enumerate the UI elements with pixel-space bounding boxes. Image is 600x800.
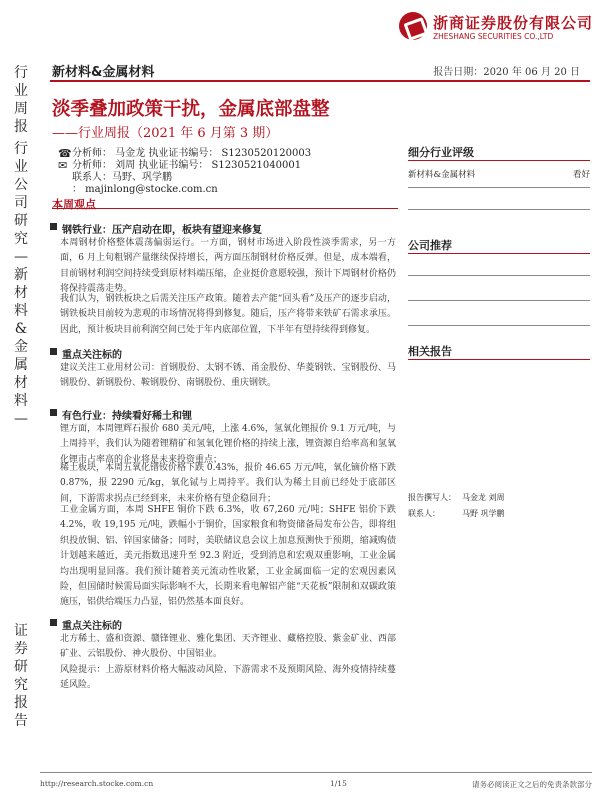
report-date: 报告日期：2020 年 06 月 20 日 [433, 67, 580, 78]
side-label-weekly: 行业周报 [14, 65, 28, 135]
analyst-line [58, 148, 398, 160]
company-logo [399, 12, 594, 48]
email-address[interactable]: ： majinlong@stocke.com.cn [72, 184, 218, 195]
divider [408, 209, 590, 210]
section-heading-nonferrous: 有色行业：持续看好稀土和锂 [62, 407, 192, 422]
recommend-heading: 公司推荐 [408, 237, 590, 254]
contact-names: 马野、巩学鹏 [112, 172, 172, 183]
focus-title: 本周观点 [52, 198, 96, 211]
phone-icon: ☎ [58, 147, 72, 160]
paragraph-lithium: 锂方面，本周锂辉石报价 680 美元/吨，上涨 4.6%，氢氧化锂报价 9.1 万元/吨，与上周持平，我们认为随着锂精矿和氢氧化锂价格的持续上涨，锂资源自给率高和氢氧化锂市占率高的企业将是未来投资重点； [60, 424, 396, 465]
rating-sector: 新材料&金属材料 [408, 170, 476, 180]
bullet-square-icon [50, 409, 57, 416]
rating-heading: 细分行业评级 [408, 144, 590, 161]
contact-line [58, 172, 398, 184]
divider [408, 300, 590, 301]
report-title: 淡季叠加政策干扰，金属底部盘整 [52, 99, 330, 120]
section-heading-nonferrous-picks: 重点关注标的 [62, 617, 122, 632]
footer-url[interactable]: http://research.stocke.com.cn [40, 779, 154, 788]
paragraph-steel-picks: 建议关注工业用材公司：首钢股份、太钢不锈、甬金股份、华菱钢铁、宝钢股份、马钢股份、新钢股份、鞍钢股份、南钢股份、重庆钢铁。 [60, 363, 396, 389]
right-contact-label: 联系人： [408, 509, 440, 518]
logo-name-cn: 浙商证券股份有限公司 [433, 14, 594, 32]
logo-name-en: ZHESHANG SECURITIES CO.,LTD [433, 32, 554, 41]
bullet-square-icon [50, 348, 57, 355]
rating-row [408, 168, 590, 180]
logo-emblem-icon [399, 12, 427, 40]
mail-icon: ✉ [58, 159, 68, 172]
section-heading-steel: 钢铁行业：压产启动在即，板块有望迎来修复 [62, 221, 262, 236]
rating-value: 看好 [572, 170, 590, 180]
side-label-research: 证券研究报告 [14, 623, 28, 729]
divider [408, 325, 590, 326]
related-heading: 相关报告 [408, 343, 590, 360]
analyst-line [58, 160, 398, 172]
divider [408, 275, 590, 276]
sector-name: 新材料&金属材料 [52, 65, 155, 80]
analyst-2: 分析师： 刘周 执业证书编号： S1230521040001 [72, 160, 302, 171]
page-footer [40, 772, 592, 790]
contact-label: 联系人： [72, 172, 112, 183]
page-number: 1/15 [330, 779, 347, 788]
paragraph-steel-1: 本周钢材价格整体震荡偏弱运行。一方面，钢材市场进入阶段性淡季需求，另一方面，6 月上旬粗钢产量继续保持增长，两方面压制钢材价格反弹。但是，成本端看，目前钢材利润空间持续受到原材料端压缩，企业挺价意愿较强，预计下周钢材价格仍将保持震荡走势。 [60, 238, 396, 295]
side-label-category: 行业公司研究—新材料&金属材料— [14, 141, 28, 427]
right-contact-row [408, 508, 590, 520]
divider [408, 187, 590, 188]
writer-names: 马金龙 刘周 [462, 493, 505, 502]
writer-row [408, 492, 590, 504]
paragraph-nonferrous-picks: 北方稀土、盛和资源、赣锋锂业、雅化集团、天齐锂业、藏格控股、紫金矿业、西部矿业、云铝股份、神火股份、中国铝业。 [60, 634, 396, 660]
paragraph-industrial-metals: 工业金属方面，本周 SHFE 铜价下跌 6.3%，收 67,260 元/吨；SHFE 铝价下跌 4.2%，收 19,195 元/吨，跌幅小于铜价，国家粮食和物资储备局发布公告，即将组织投放铜、铝、锌国家储备；同时，美联储议息会议上加息预测快于预期，缩减购债计划越来越近，美元指数迅速升至 92.3 附近，受到消息和宏观双重影响，工业金属均出现明显回落。我们预计随着美元流动性收紧，工业金属面临一定的宏观因素风险，但国储时候需局面实际影响不大，长期来看电解铝产能“天花板”限制和双碳政策施压，铝供给端压力凸显，铝仍然基本面良好。 [60, 505, 396, 608]
bullet-square-icon [50, 223, 57, 230]
bullet-square-icon [50, 619, 57, 626]
analyst-1: 分析师： 马金龙 执业证书编号： S1230520120003 [72, 148, 312, 159]
paragraph-risk-warning: 风险提示：上游原材料价格大幅波动风险、下游需求不及预期风险、海外疫情持续蔓延风险。 [60, 665, 396, 691]
analyst-block [58, 148, 398, 196]
focus-header [52, 193, 398, 209]
writer-label: 报告撰写人： [408, 493, 456, 502]
paragraph-rare-earth: 稀土板块，本周五氧化镨钕价格下跌 0.43%，报价 46.65 万元/吨，氧化镝价格下跌 0.87%，报 2290 元/kg，氧化铽与上周持平。我们认为稀土目前已经处于底部区间，下游需求拐点已经到来，未来价格有望企稳回升； [60, 463, 396, 504]
paragraph-steel-2: 我们认为，钢铁板块之后需关注压产政策。随着去产能“回头看”及压产的逐步启动，钢铁板块目前较为悲观的市场情况将得到修复。随后，压产将带来铁矿石需求承压。因此，预计板块目前利润空间已处于年内底部位置，下半年有望持续得到修复。 [60, 294, 396, 335]
section-heading-steel-picks: 重点关注标的 [62, 346, 122, 361]
sector-bar [50, 58, 590, 82]
footer-disclaimer: 请务必阅读正文之后的免责条款部分 [472, 780, 592, 789]
report-subtitle: ——行业周报（2021 年 6 月第 3 期） [52, 126, 279, 141]
right-contact-names: 马野 巩学鹏 [462, 509, 505, 518]
